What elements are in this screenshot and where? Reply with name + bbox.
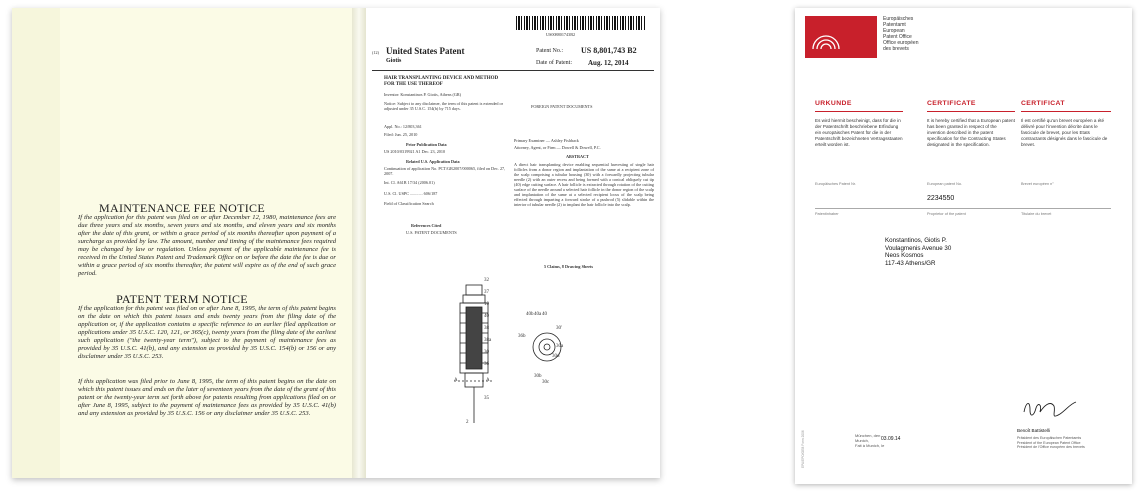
- figure-label: 30: [484, 350, 489, 355]
- booklet-gutter: [352, 8, 366, 478]
- label-patent-no-en: European patent No.: [927, 182, 963, 186]
- epo-logo: [805, 16, 877, 58]
- header-rule: [372, 70, 654, 71]
- office-code: (12): [372, 50, 379, 55]
- owner-line: Neos Kosmos: [885, 252, 924, 259]
- notice-page: [12, 8, 352, 478]
- patent-number: US 8,801,743 B2: [581, 46, 637, 55]
- label-patent-no-de: Europäisches Patent Nr.: [815, 182, 856, 186]
- figure-label: 36b: [518, 334, 526, 339]
- heading-urkunde: URKUNDE: [815, 100, 852, 107]
- signatory-titles: [1017, 436, 1085, 450]
- field-search-head: Field of Classification Search: [384, 201, 434, 206]
- us-patent-booklet: [12, 8, 660, 478]
- label-patent-no-fr: Brevet européen n°: [1021, 182, 1054, 186]
- foreign-docs-head: FOREIGN PATENT DOCUMENTS: [531, 104, 593, 109]
- prior-pub: US 2010/0319921 A1 Dec. 23, 2010: [384, 149, 446, 154]
- place-block: [855, 433, 884, 448]
- inventor-line: Inventor: Konstantinos P. Giotis, Athens (GR): [384, 92, 462, 97]
- filed-date: Filed: Jun. 25, 2010: [384, 132, 418, 137]
- figure-label: 40: [542, 312, 547, 317]
- signature: [1020, 394, 1080, 424]
- field-rule: [815, 208, 1111, 209]
- epo-name: [883, 16, 919, 52]
- text-english: It is hereby certified that a European patent has been granted in respect of the invention described in the patent specification for the Contracting States designated in the specification.: [927, 118, 1015, 147]
- barcode-number: US008801743B2: [546, 32, 576, 37]
- title-line: Président de l'Office européen des brevets: [1017, 445, 1085, 450]
- owner-line: Konstantinos, Giotis P.: [885, 237, 947, 244]
- owner-address: [885, 237, 951, 267]
- maintenance-fee-body: If the application for this patent was filed on or after December 12, 1980, maintenance fees are due three years and six months, seven years and six months, and eleven years and six months after the date of this grant, or within a grace period of six months thereafter upon payment of a surcharge as provided by law. The amount, number and timing of the maintenance fees required may be changed by law or regulation. Unless payment of the applicable maintenance fee is received in the United States Patent and Trademark Office on or before the date the fee is due or within a grace period of six months thereafter, the patent will expire as of the end of such grace period.: [78, 214, 336, 277]
- title-line: President of the European Patent Office: [1017, 440, 1081, 445]
- logo-line: Office européen: [883, 40, 919, 46]
- title-line: Präsident des Europäischen Patentamts: [1017, 436, 1082, 440]
- patent-term-title: PATENT TERM NOTICE: [116, 292, 248, 306]
- logo-line: Patentamt: [883, 22, 906, 28]
- int-cl: Int. Cl. A61B 17/34 (2006.01): [384, 180, 435, 185]
- figure-label: 40b: [526, 312, 534, 317]
- patent-date: Aug. 12, 2014: [588, 59, 629, 67]
- abstract-body: A direct hair transplanting device enabling sequential harvesting of single hair follicles from a donor region and implantation of the same at a recipient zone of the scalp comprising a tubular housing (30) with a forwardly projecting tubular needle (2) with an outer recess and being formed with a conical obliquely cut tip (40) edge cutting surface. A hair follicle is extracted through rotation of the cutting surface of the needle around a selected hair follicle in the donor region of the scalp and implantation of the same at a selected recipient locus of the scalp being effected through imparting a forward stroke of a pushrod (5) slidable within the interior of tubular needle (2) to implant the hair follicle into the scalp.: [514, 162, 654, 207]
- heading-certificat: CERTIFICAT: [1021, 100, 1065, 107]
- figure-label: 38: [484, 326, 489, 331]
- maintenance-fee-title: MAINTENANCE FEE NOTICE: [99, 201, 265, 215]
- abstract-head: ABSTRACT: [566, 154, 589, 159]
- device-drawing: [446, 273, 586, 433]
- form-code: EPA/EPO/OEB Form 2006: [801, 430, 805, 468]
- us-cl: U.S. Cl. USPC ............ 606/187: [384, 191, 438, 196]
- figure-label: 40: [484, 314, 489, 319]
- patent-term-body-1: If the application for this patent was filed on or after June 8, 1995, the term of this patent begins on the date on which this patent issues and ends twenty years from the filing date of the application or, if the application contains a specific reference to an earlier filed application or applications under 35 U.S.C. 120, 121, or 365(c), twenty years from the filing date of the earliest such application ("the twenty-year term"), subject to the payment of maintenance fees as provided by 35 U.S.C. 41(b), and any extension as provided by 35 U.S.C. 154(b) or 156 or any disclaimer under 35 U.S.C. 253.: [78, 305, 336, 360]
- figure-label: 38a: [484, 338, 492, 343]
- red-rule: [1021, 111, 1111, 112]
- patent-title: HAIR TRANSPLANTING DEVICE AND METHOD FOR THE USE THEREOF: [384, 76, 499, 87]
- prior-pub-head: Prior Publication Data: [406, 142, 447, 147]
- label-owner-en: Proprietor of the patent: [927, 212, 966, 216]
- text-french: Il est certifié qu'un brevet européen a été délivré pour l'invention décrite dans le fascicule de brevet, pour les Etats contractants désignés dans le fascicule de brevet.: [1021, 118, 1108, 147]
- owner-line: 117-43 Athens/GR: [885, 259, 936, 267]
- figure-label: 35: [484, 396, 489, 401]
- inventor-short: Giotis: [386, 58, 402, 64]
- figure-label: A: [454, 378, 458, 383]
- figure-label: 30d: [552, 354, 560, 359]
- office-title: United States Patent: [386, 46, 465, 56]
- logo-line: Patent Office: [883, 34, 912, 40]
- notice-line: Notice: Subject to any disclaimer, the term of this patent is extended or adjusted under 35 U.S.C. 154(b) by 715 days.: [384, 101, 504, 111]
- figure-label: A: [486, 378, 490, 383]
- figure-label: 32: [484, 278, 489, 283]
- appl-no: Appl. No.: 12/803,361: [384, 124, 422, 129]
- figure-label: 2: [466, 420, 469, 425]
- barcode: [516, 16, 646, 30]
- figure-label: 30c: [542, 380, 550, 385]
- owner-line: Voulagmenis Avenue 30: [885, 244, 952, 252]
- figure-label: 10: [484, 302, 489, 307]
- issue-date: 03.09.14: [881, 436, 901, 442]
- patent-front-page: [366, 8, 660, 478]
- label-owner-de: Patentinhaber: [815, 212, 839, 216]
- attorney: Attorney, Agent, or Firm — Dowell & Dowell, P.C.: [514, 145, 601, 150]
- red-rule: [927, 111, 1015, 112]
- figure-label: 37: [484, 290, 489, 295]
- place-line: Munich,: [855, 438, 870, 443]
- red-rule: [815, 111, 903, 112]
- logo-line: des brevets: [883, 46, 909, 52]
- figure-label: 30': [556, 326, 562, 331]
- claims-line: 5 Claims, 8 Drawing Sheets: [544, 264, 593, 269]
- us-docs-head: U.S. PATENT DOCUMENTS: [406, 230, 457, 235]
- figure-label: 30a: [556, 344, 564, 349]
- page-margin: [12, 8, 60, 478]
- patent-term-body-2: If this application was filed prior to June 8, 1995, the term of this patent begins on the date on which this patent issues and ends on the later of seventeen years from the date of the grant of this patent or the twenty-year term set forth above for patents resulting from applications filed on or after June 8, 1995, subject to the payment of maintenance fees as provided by 35 U.S.C. 41(b) and any extension as provided by 35 U.S.C. 156 or any disclaimer under 35 U.S.C. 253.: [78, 378, 336, 417]
- references-head: References Cited: [411, 223, 442, 228]
- related-data: Continuation of application No. PCT/GR2007/000065, filed on Dec. 27, 2007.: [384, 166, 506, 176]
- logo-line: Europäisches: [883, 16, 914, 22]
- signatory-name: Benoît Battistelli: [1017, 428, 1050, 433]
- examiner: Primary Examiner — Ashley Fishback: [514, 138, 579, 143]
- place-line: München, den: [855, 433, 881, 438]
- european-patent-certificate: [795, 8, 1132, 484]
- figure-label: 40a: [534, 312, 542, 317]
- patent-no-label: Patent No.:: [536, 48, 563, 54]
- text-german: Es wird hiermit bescheinigt, dass für die in der Patentschrift beschriebene Erfindung ein europäisches Patent für die in der Patentschrift bezeichneten Vertragsstaaten erteilt worden ist.: [815, 118, 903, 147]
- heading-certificate: CERTIFICATE: [927, 100, 976, 107]
- related-head: Related U.S. Application Data: [406, 159, 460, 164]
- logo-line: European: [883, 28, 905, 34]
- place-line: Fait à Munich, le: [855, 443, 885, 448]
- figure-label: 30b: [534, 374, 542, 379]
- figure-label: 36: [484, 362, 489, 367]
- date-label: Date of Patent:: [536, 60, 572, 66]
- patent-number: 2234550: [927, 195, 955, 202]
- epo-emblem-icon: [805, 16, 847, 58]
- label-owner-fr: Titulaire du brevet: [1021, 212, 1052, 216]
